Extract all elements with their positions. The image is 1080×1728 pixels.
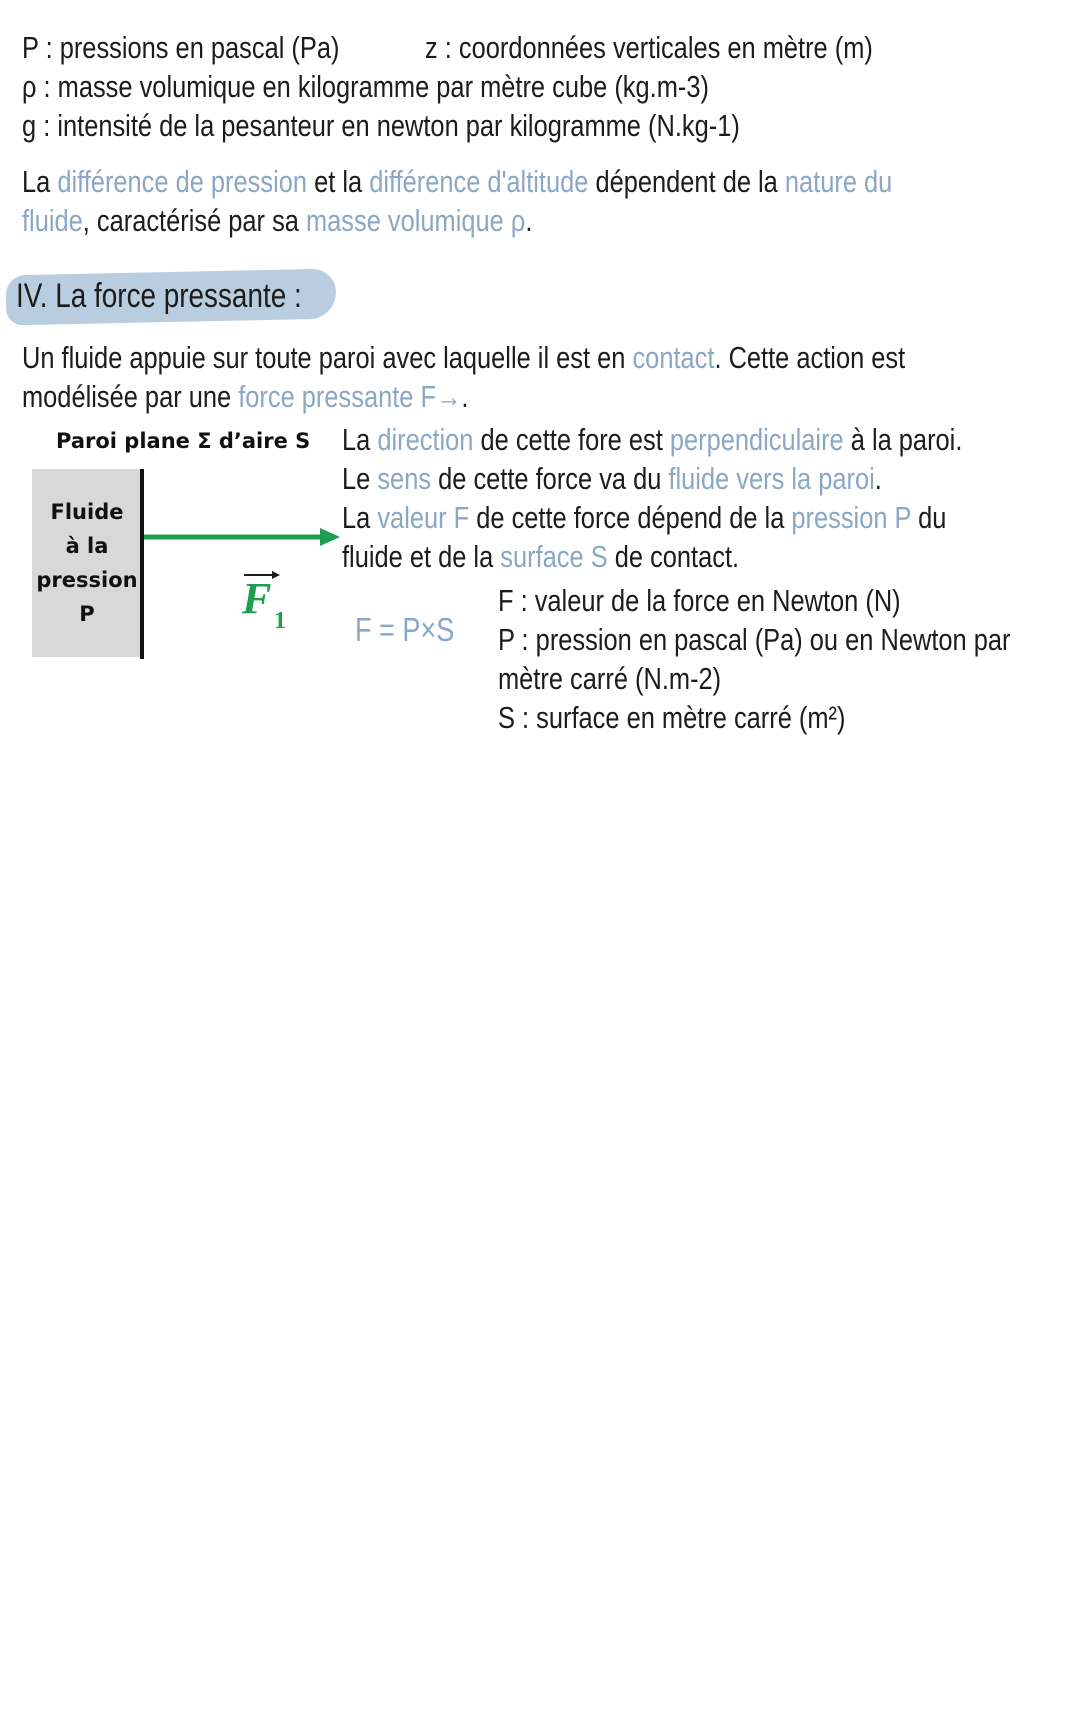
def-z-text: : coordonnées verticales en mètre (m) — [444, 30, 873, 65]
formula-def-pressure-line2: mètre carré (N.m-2) — [498, 661, 722, 696]
formula-def-force: F : valeur de la force en Newton (N) — [498, 583, 901, 618]
text: La — [342, 500, 378, 535]
text: à la paroi. — [843, 422, 963, 457]
prop-value-line1 — [342, 498, 946, 537]
highlight-contact: contact — [632, 340, 715, 375]
prop-value-line2 — [342, 537, 739, 576]
text: fluide et de la — [342, 539, 501, 574]
text: . — [874, 461, 882, 496]
paragraph-pressing-force-line2 — [22, 377, 469, 416]
wall-line — [140, 469, 144, 659]
text: dépendent de la — [588, 164, 785, 199]
text: Un fluide appuie sur toute paroi avec laquelle il est en — [22, 340, 633, 375]
text: et la — [307, 164, 370, 199]
fluid-label — [32, 495, 142, 631]
fluid-label-line4: P — [79, 602, 95, 626]
fluid-region — [32, 469, 142, 657]
text: de contact. — [607, 539, 740, 574]
highlight-surface: surface S — [500, 539, 608, 574]
text: modélisée par une — [22, 379, 239, 414]
fluid-label-line2: à la — [65, 534, 109, 558]
formula-def-pressure-line1: P : pression en pascal (Pa) ou en Newton par — [498, 622, 1011, 657]
def-pressure — [22, 28, 339, 67]
def-z-symbol: z — [425, 30, 438, 65]
text: . — [525, 203, 533, 238]
highlight-perpendicular: perpendiculaire — [669, 422, 844, 457]
fluid-label-line3: pression — [36, 568, 138, 592]
text: de cette force dépend de la — [469, 500, 792, 535]
highlight-sense: sens — [377, 461, 432, 496]
highlight-value: valeur F — [377, 500, 470, 535]
highlight-fluid: fluide — [22, 203, 83, 238]
def-g — [22, 106, 740, 145]
paragraph-pressure-difference-line2 — [22, 201, 532, 240]
text: Le — [342, 461, 378, 496]
pressing-force-diagram — [30, 425, 340, 665]
force-index: 1 — [274, 608, 286, 634]
paragraph-pressure-difference-line1 — [22, 162, 892, 201]
highlight-pressure: pression P — [791, 500, 912, 535]
section-heading-text: IV. La force pressante : — [16, 277, 302, 315]
text: . — [461, 379, 469, 414]
prop-sense — [342, 459, 882, 498]
highlight-pressure-difference: différence de pression — [57, 164, 308, 199]
def-rho-symbol: ρ — [22, 69, 37, 104]
formula: F = P×S — [355, 611, 455, 648]
text: de cette force va du — [431, 461, 669, 496]
def-g-text: : intensité de la pesanteur en newton par kilogramme (N.kg-1) — [43, 108, 740, 143]
highlight-fluid-to-wall: fluide vers la paroi — [668, 461, 875, 496]
def-pressure-text: : pressions en pascal (Pa) — [45, 30, 340, 65]
text: , caractérisé par sa — [82, 203, 306, 238]
text: de cette fore est — [473, 422, 670, 457]
highlight-direction: direction — [377, 422, 474, 457]
highlight-density: masse volumique ρ — [305, 203, 526, 238]
force-symbol: F — [242, 574, 272, 623]
text: La — [22, 164, 58, 199]
diagram-title: Paroi plane Σ d’aire S — [56, 429, 311, 453]
text: du — [911, 500, 947, 535]
highlight-altitude-difference: différence d'altitude — [369, 164, 589, 199]
formula-def-surface: S : surface en mètre carré (m²) — [498, 700, 846, 735]
text: La — [342, 422, 378, 457]
text: . Cette action est — [714, 340, 906, 375]
section-heading — [6, 268, 336, 330]
highlight-pressing-force: force pressante F→ — [238, 379, 462, 414]
prop-direction — [342, 420, 962, 459]
paragraph-pressing-force-line1 — [22, 338, 905, 377]
highlight-fluid-nature: nature du — [784, 164, 893, 199]
def-z — [425, 28, 873, 67]
def-pressure-symbol: P — [22, 30, 39, 65]
def-rho-text: : masse volumique en kilogramme par mètre cube (kg.m-3) — [43, 69, 709, 104]
force-arrow-icon — [144, 525, 344, 549]
def-rho — [22, 67, 709, 106]
def-g-symbol: g — [22, 108, 37, 143]
fluid-label-line1: Fluide — [50, 500, 124, 524]
